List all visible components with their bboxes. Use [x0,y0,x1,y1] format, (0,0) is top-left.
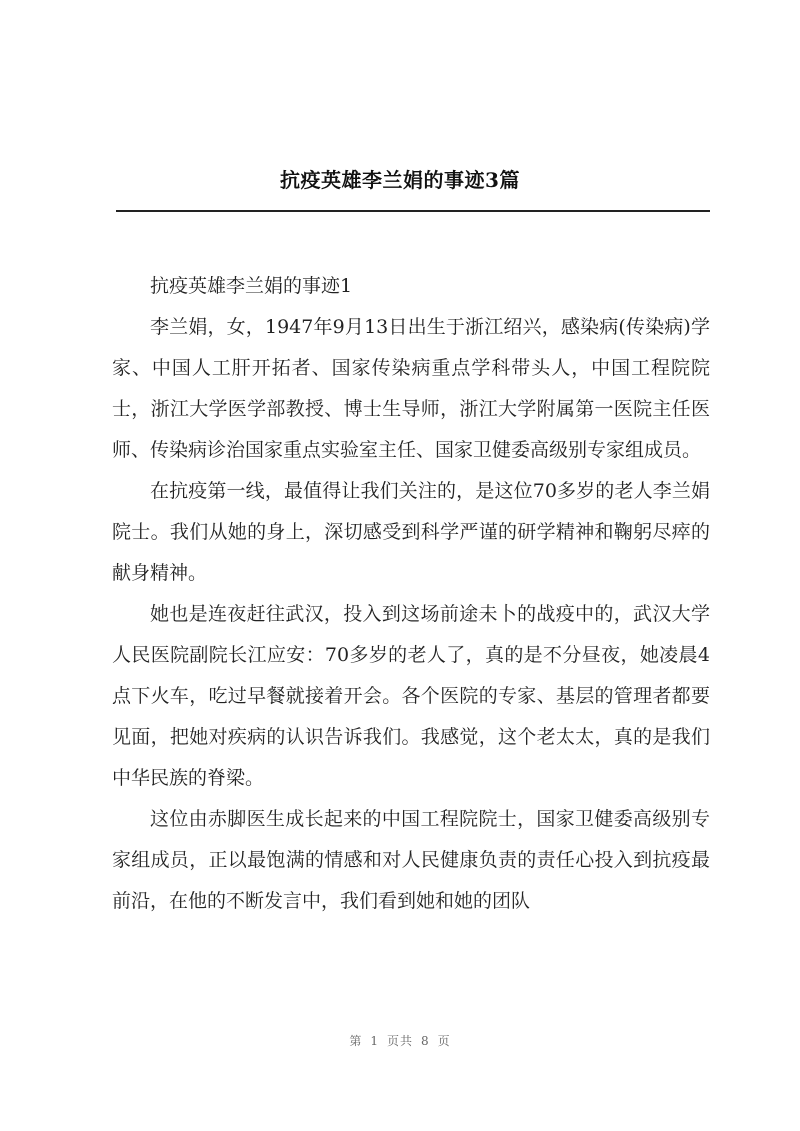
footer-total-pages: 8 [421,1034,430,1048]
paragraph-biography: 李兰娟，女，1947年9月13日出生于浙江绍兴，感染病(传染病)学家、中国人工肝开拓者、国家传染病重点学科带头人，中国工程院院士，浙江大学医学部教授、博士生导师，浙江大学附属第一医院主任医师、传染病诊治国家重点实验室主任、国家卫健委高级别专家组成员。 [112,316,710,461]
section-heading: 抗疫英雄李兰娟的事迹1 [150,275,353,297]
footer-middle: 页共 [386,1034,413,1048]
footer-suffix: 页 [437,1034,451,1048]
footer-prefix: 第 [349,1034,363,1048]
title-underline [116,210,710,212]
page-footer [0,1032,800,1049]
document-body [112,266,710,922]
footer-current-page: 1 [370,1034,379,1048]
document-title: 抗疫英雄李兰娟的事迹3篇 [280,168,520,192]
paragraph-frontline: 在抗疫第一线，最值得让我们关注的，是这位70多岁的老人李兰娟院士。我们从她的身上，深切感受到科学严谨的研学精神和鞠躬尽瘁的献身精神。 [112,480,710,584]
paragraph-academician: 这位由赤脚医生成长起来的中国工程院院士，国家卫健委高级别专家组成员，正以最饱满的情感和对人民健康负责的责任心投入到抗疫最前沿，在他的不断发言中，我们看到她和她的团队 [112,808,710,912]
paragraph-wuhan: 她也是连夜赶往武汉，投入到这场前途未卜的战疫中的，武汉大学人民医院副院长江应安：70多岁的老人了，真的是不分昼夜，她凌晨4点下火车，吃过早餐就接着开会。各个医院的专家、基层的管理者都要见面，把她对疾病的认识告诉我们。我感觉，这个老太太，真的是我们中华民族的脊梁。 [112,603,710,789]
